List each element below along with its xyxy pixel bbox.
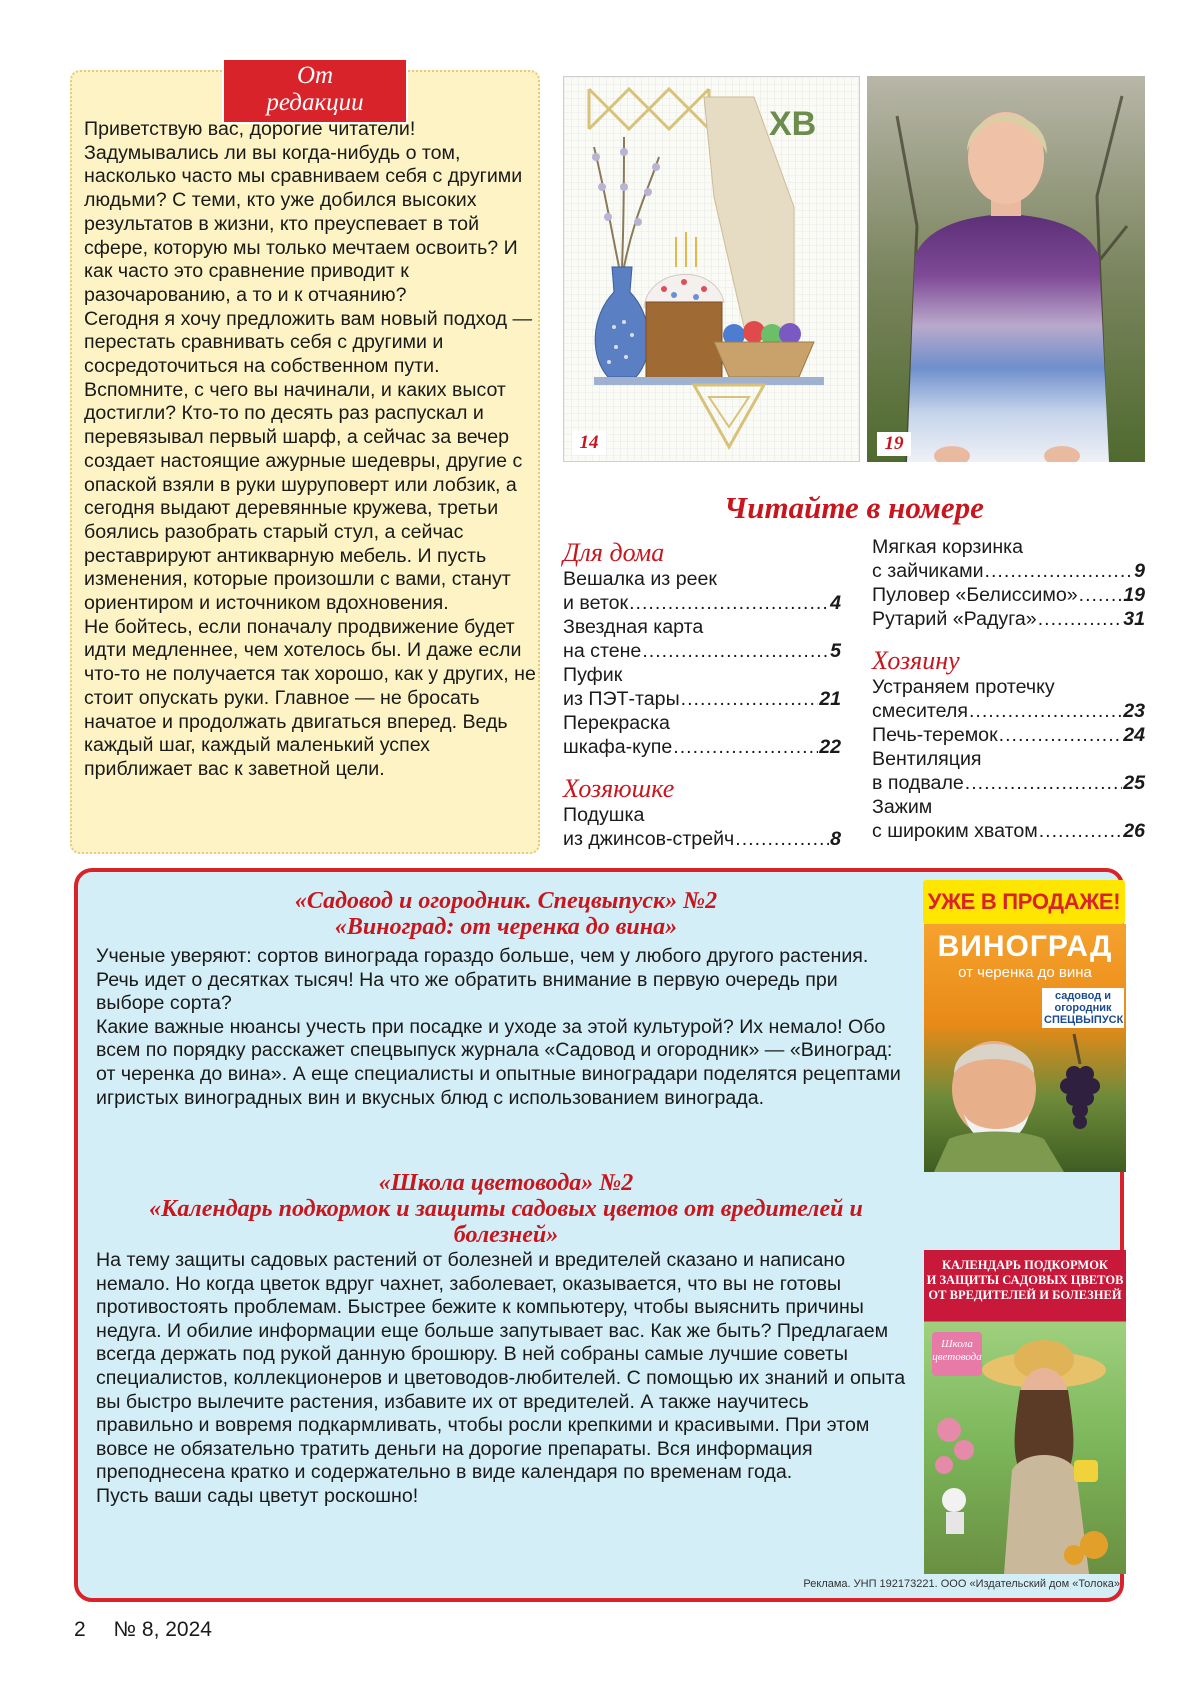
- book1-paragraph: Ученые уверяют: сортов винограда гораздо больше, чем у любого другого растения. Речь идет о десятках тысяч! На что же обратить внимание в первую очередь при выборе сорта?: [96, 945, 869, 1015]
- toc-left-column: [563, 535, 841, 851]
- toc-entry[interactable]: [872, 583, 1145, 607]
- toc-entry-title: Пуфик: [563, 664, 623, 686]
- toc-entry-title: смесителя: [872, 700, 968, 722]
- toc-entry-title: Рутарий «Радуга»: [872, 608, 1037, 630]
- cross-stitch-illustration: [564, 77, 860, 462]
- toc-page-number: 9: [1134, 560, 1145, 582]
- toc-entry-title: шкафа-купе: [563, 736, 673, 758]
- sweater-photo: [867, 76, 1145, 462]
- toc-page-number: 21: [819, 688, 841, 710]
- on-sale-badge: УЖЕ В ПРОДАЖЕ!: [923, 880, 1125, 924]
- toc-entry-title: Вентиляция: [872, 748, 982, 770]
- woman-in-sweater-illustration: [867, 76, 1145, 462]
- leader-dots: [642, 639, 829, 663]
- cover1-title: ВИНОГРАД: [937, 930, 1113, 963]
- editorial-tab-line1: От: [296, 62, 334, 89]
- book1-heading-line2: «Виноград: от черенка до вина»: [334, 914, 678, 940]
- toc-entry-title: из джинсов-стрейч: [563, 828, 735, 850]
- book1-heading-line1: «Садовод и огородник. Спецвыпуск» №2: [294, 888, 718, 914]
- toc-page-number: 4: [830, 592, 841, 614]
- leader-dots: [999, 723, 1123, 747]
- cross-stitch-letters: ХВ: [769, 105, 817, 143]
- toc-page-number: 24: [1123, 724, 1145, 746]
- leader-dots: [681, 687, 819, 711]
- toc-entry[interactable]: [872, 747, 1145, 795]
- toc-entry[interactable]: [563, 803, 841, 851]
- cover1-brand-name: садовод и огородник: [1054, 990, 1112, 1014]
- book2-heading-line1: «Школа цветовода» №2: [378, 1170, 634, 1196]
- editorial-text: [84, 118, 536, 782]
- toc-entry-title: Печь-теремок: [872, 724, 998, 746]
- toc-entry-title: Зажим: [872, 796, 933, 818]
- cover1-illustration: [924, 924, 1126, 1172]
- toc-right-column: [872, 535, 1145, 843]
- book2-heading-line2: «Календарь подкормок и защиты садовых цветов от вредителей и болезней»: [149, 1196, 863, 1248]
- page-number: 2: [74, 1618, 86, 1641]
- toc-entry[interactable]: [872, 723, 1145, 747]
- toc-entry-title: Вешалка из реек: [563, 568, 717, 590]
- toc-page-number: 25: [1123, 772, 1145, 794]
- editorial-tab: [222, 58, 408, 124]
- toc-page-number: 23: [1123, 700, 1145, 722]
- editorial-box: [70, 62, 540, 854]
- cross-stitch-image: [563, 76, 860, 462]
- leader-dots: [1039, 819, 1122, 843]
- toc-page-number: 19: [1123, 584, 1145, 606]
- leader-dots: [673, 735, 818, 759]
- toc-page-number: 5: [830, 640, 841, 662]
- leader-dots: [629, 591, 829, 615]
- cover1-subtitle: от черенка до вина: [958, 964, 1092, 981]
- toc-entry[interactable]: [563, 567, 841, 615]
- book1-cover[interactable]: [924, 924, 1126, 1172]
- toc-entry-title: из ПЭТ-тары: [563, 688, 680, 710]
- book2-heading: [96, 1170, 916, 1248]
- toc-entry-title: Звездная карта: [563, 616, 704, 638]
- editorial-paragraph: Приветствую вас, дорогие читатели! Задумывались ли вы когда-нибудь о том, насколько часто мы сравниваем себя с другими людьми? С теми, кто уже добился высоких результатов в жизни, кто преуспевает в той сфере, которую мы только мечтаем освоить? И как часто это сравнение приводит к разочарованию, а то и к отчаянию?: [84, 118, 523, 306]
- toc-page-number: 31: [1123, 608, 1145, 630]
- toc-section-heading: Для дома: [563, 538, 665, 567]
- toc-entry[interactable]: [872, 607, 1145, 631]
- cover2-title-line1: КАЛЕНДАРЬ ПОДКОРМОК: [942, 1258, 1108, 1272]
- leader-dots: [1038, 607, 1123, 631]
- book2-cover[interactable]: [924, 1250, 1126, 1574]
- editorial-tab-line2: редакции: [266, 89, 364, 116]
- book2-description: [96, 1249, 910, 1509]
- book2-paragraph: Пусть ваши сады цветут роскошно!: [96, 1484, 419, 1507]
- toc-title: Читайте в номере: [724, 490, 984, 525]
- leader-dots: [965, 771, 1122, 795]
- toc-entry-title: Мягкая корзинка: [872, 536, 1024, 558]
- page-footer: [74, 1618, 212, 1642]
- toc-page-number: 22: [819, 736, 841, 758]
- editorial-paragraph: Не бойтесь, если поначалу продвижение будет идти медленнее, чем хотелось бы. И даже если что-то не получается так хорошо, как у других, не стоит опускать руки. Главное — не бросать начатое и продолжать двигаться вперед. Ведь каждый шаг, каждый маленький успех приближает вас к заветной цели.: [84, 615, 536, 780]
- toc-entry-title: и веток: [563, 592, 629, 614]
- editorial-paragraph: Сегодня я хочу предложить вам новый подход — перестать сравнивать себя с другими и сосредоточиться на собственном пути. Вспомните, с чего вы начинали, и каких высот достигли? Кто-то по десять раз распускал и перевязывал первый шарф, а сейчас за вечер создает настоящие ажурные шедевры, другие с опаской взяли в руки шуруповерт или лобзик, а сегодня выдают деревянные кружева, третьи боялись разобрать старый стул, а сейчас реставрируют антикварную мебель. И пусть изменения, которые произошли с вами, станут ориентиром и источником вдохновения.: [84, 307, 533, 615]
- book1-description: [96, 945, 910, 1110]
- cover2-illustration: [924, 1250, 1126, 1574]
- leader-dots: [735, 827, 829, 851]
- issue-number: № 8, 2024: [113, 1618, 212, 1641]
- leader-dots: [969, 699, 1122, 723]
- toc-entry-title: Устраняем протечку: [872, 676, 1055, 698]
- toc-entry[interactable]: [563, 615, 841, 663]
- toc-entry[interactable]: [563, 711, 841, 759]
- leader-dots: [1079, 583, 1123, 607]
- toc-entry-title: Перекраска: [563, 712, 670, 734]
- toc-page-number: 26: [1123, 820, 1145, 842]
- toc-entry[interactable]: [563, 663, 841, 711]
- toc-section-heading: Хозяину: [872, 646, 960, 675]
- toc-page-number: 8: [830, 828, 841, 850]
- toc-section-heading: Хозяюшке: [563, 774, 675, 803]
- toc-entry-title: Подушка: [563, 804, 645, 826]
- cover2-title-line3: ОТ ВРЕДИТЕЛЕЙ И БОЛЕЗНЕЙ: [928, 1288, 1122, 1302]
- toc-entry-title: на стене: [563, 640, 642, 662]
- cover2-brand: Школа цветовода: [932, 1332, 982, 1376]
- toc-entry-title: Пуловер «Белиссимо»: [872, 584, 1078, 606]
- book1-paragraph: Какие важные нюансы учесть при посадке и уходе за этой культурой? Их немало! Обо всем по порядку расскажет спецвыпуск журнала «Садовод и огородник» — «Виноград: от черенка до вина». А еще специалисты и опытные виноградари поделятся рецептами игристых виноградных вин и вкусных блюд с использованием винограда.: [96, 1015, 901, 1109]
- toc-entry-title: с зайчиками: [872, 560, 984, 582]
- book1-heading: [96, 888, 916, 940]
- toc-entry[interactable]: [872, 535, 1145, 583]
- cover1-special: СПЕЦВЫПУСК: [1044, 1014, 1124, 1026]
- toc-entry[interactable]: [872, 675, 1145, 723]
- page-reference: 14: [572, 431, 606, 455]
- book2-paragraph: На тему защиты садовых растений от болезней и вредителей сказано и написано немало. Но когда цветок вдруг чахнет, заболевает, оказывается, что вы не готовы противостоять проблемам. Быстрее бежите к компьютеру, чтобы выяснить причины недуга. И обилие информации еще больше запутывает вас. Как же быть? Предлагаем всегда держать под рукой данную брошюру. В ней собраны самые лучшие советы специалистов, коллекционеров и цветоводов-любителей. С помощью их знаний и опыта вы быстро вылечите растения, избавите их от вредителей. А также научитесь правильно и вовремя подкармливать, чтобы росли крепкими и красивыми. При этом вовсе не обязательно тратить деньги на дорогие препараты. Вся информация преподнесена кратко и содержательно в виде календаря по временам года.: [96, 1249, 906, 1484]
- toc-entry[interactable]: [872, 795, 1145, 843]
- leader-dots: [985, 559, 1134, 583]
- toc-entry-title: в подвале: [872, 772, 964, 794]
- cover2-title-line2: И ЗАЩИТЫ САДОВЫХ ЦВЕТОВ: [926, 1273, 1124, 1287]
- ad-footnote: Реклама. УНП 192173221. ООО «Издательский дом «Толока»: [803, 1578, 1120, 1590]
- page-reference: 19: [877, 432, 911, 456]
- toc-entry-title: с широким хватом: [872, 820, 1038, 842]
